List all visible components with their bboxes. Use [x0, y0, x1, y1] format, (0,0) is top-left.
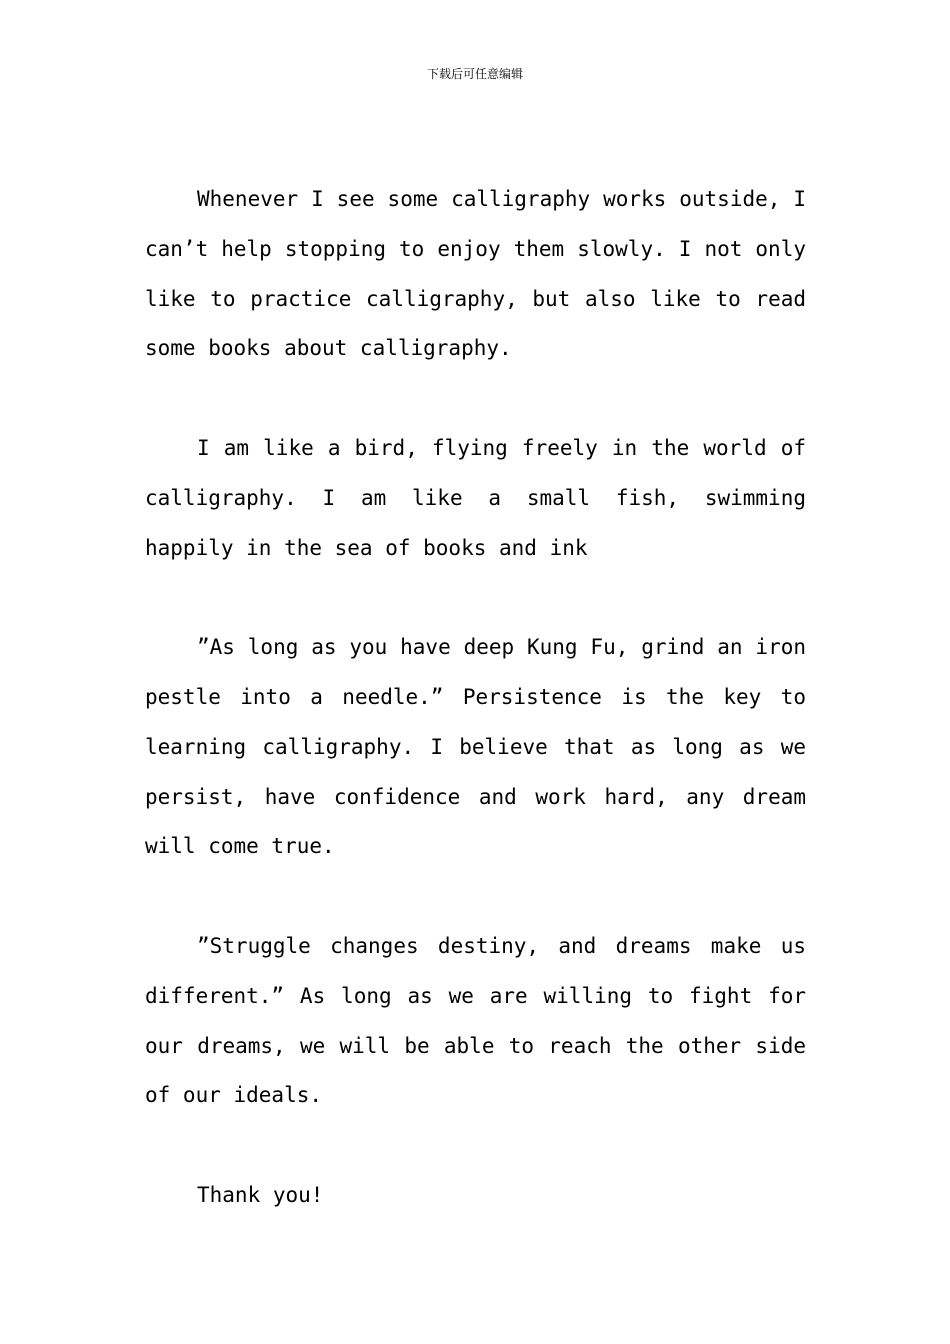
- page-header: 下载后可任意编辑: [426, 67, 523, 81]
- paragraph-4: ”Struggle changes destiny, and dreams make us different.” As long as we are willing to fight for our dreams, we will be able to reach the other side of our ideals.: [145, 933, 806, 1108]
- paragraph-1: Whenever I see some calligraphy works outside, I can’t help stopping to enjoy them slowly. I not only like to practice calligraphy, but also like to read some books about calligraphy.: [145, 187, 806, 361]
- paragraph-2: I am like a bird, flying freely in the world of calligraphy. I am like a small fish, swimming happily in the sea of books and ink: [145, 435, 806, 560]
- closing-line: Thank you!: [197, 1182, 324, 1207]
- paragraph-3: ”As long as you have deep Kung Fu, grind an iron pestle into a needle.” Persistence is the key to learning calligraphy. I believe that as long as we persist, have confidence and work hard, any dream will come true.: [145, 635, 806, 859]
- document-body: [145, 175, 806, 1221]
